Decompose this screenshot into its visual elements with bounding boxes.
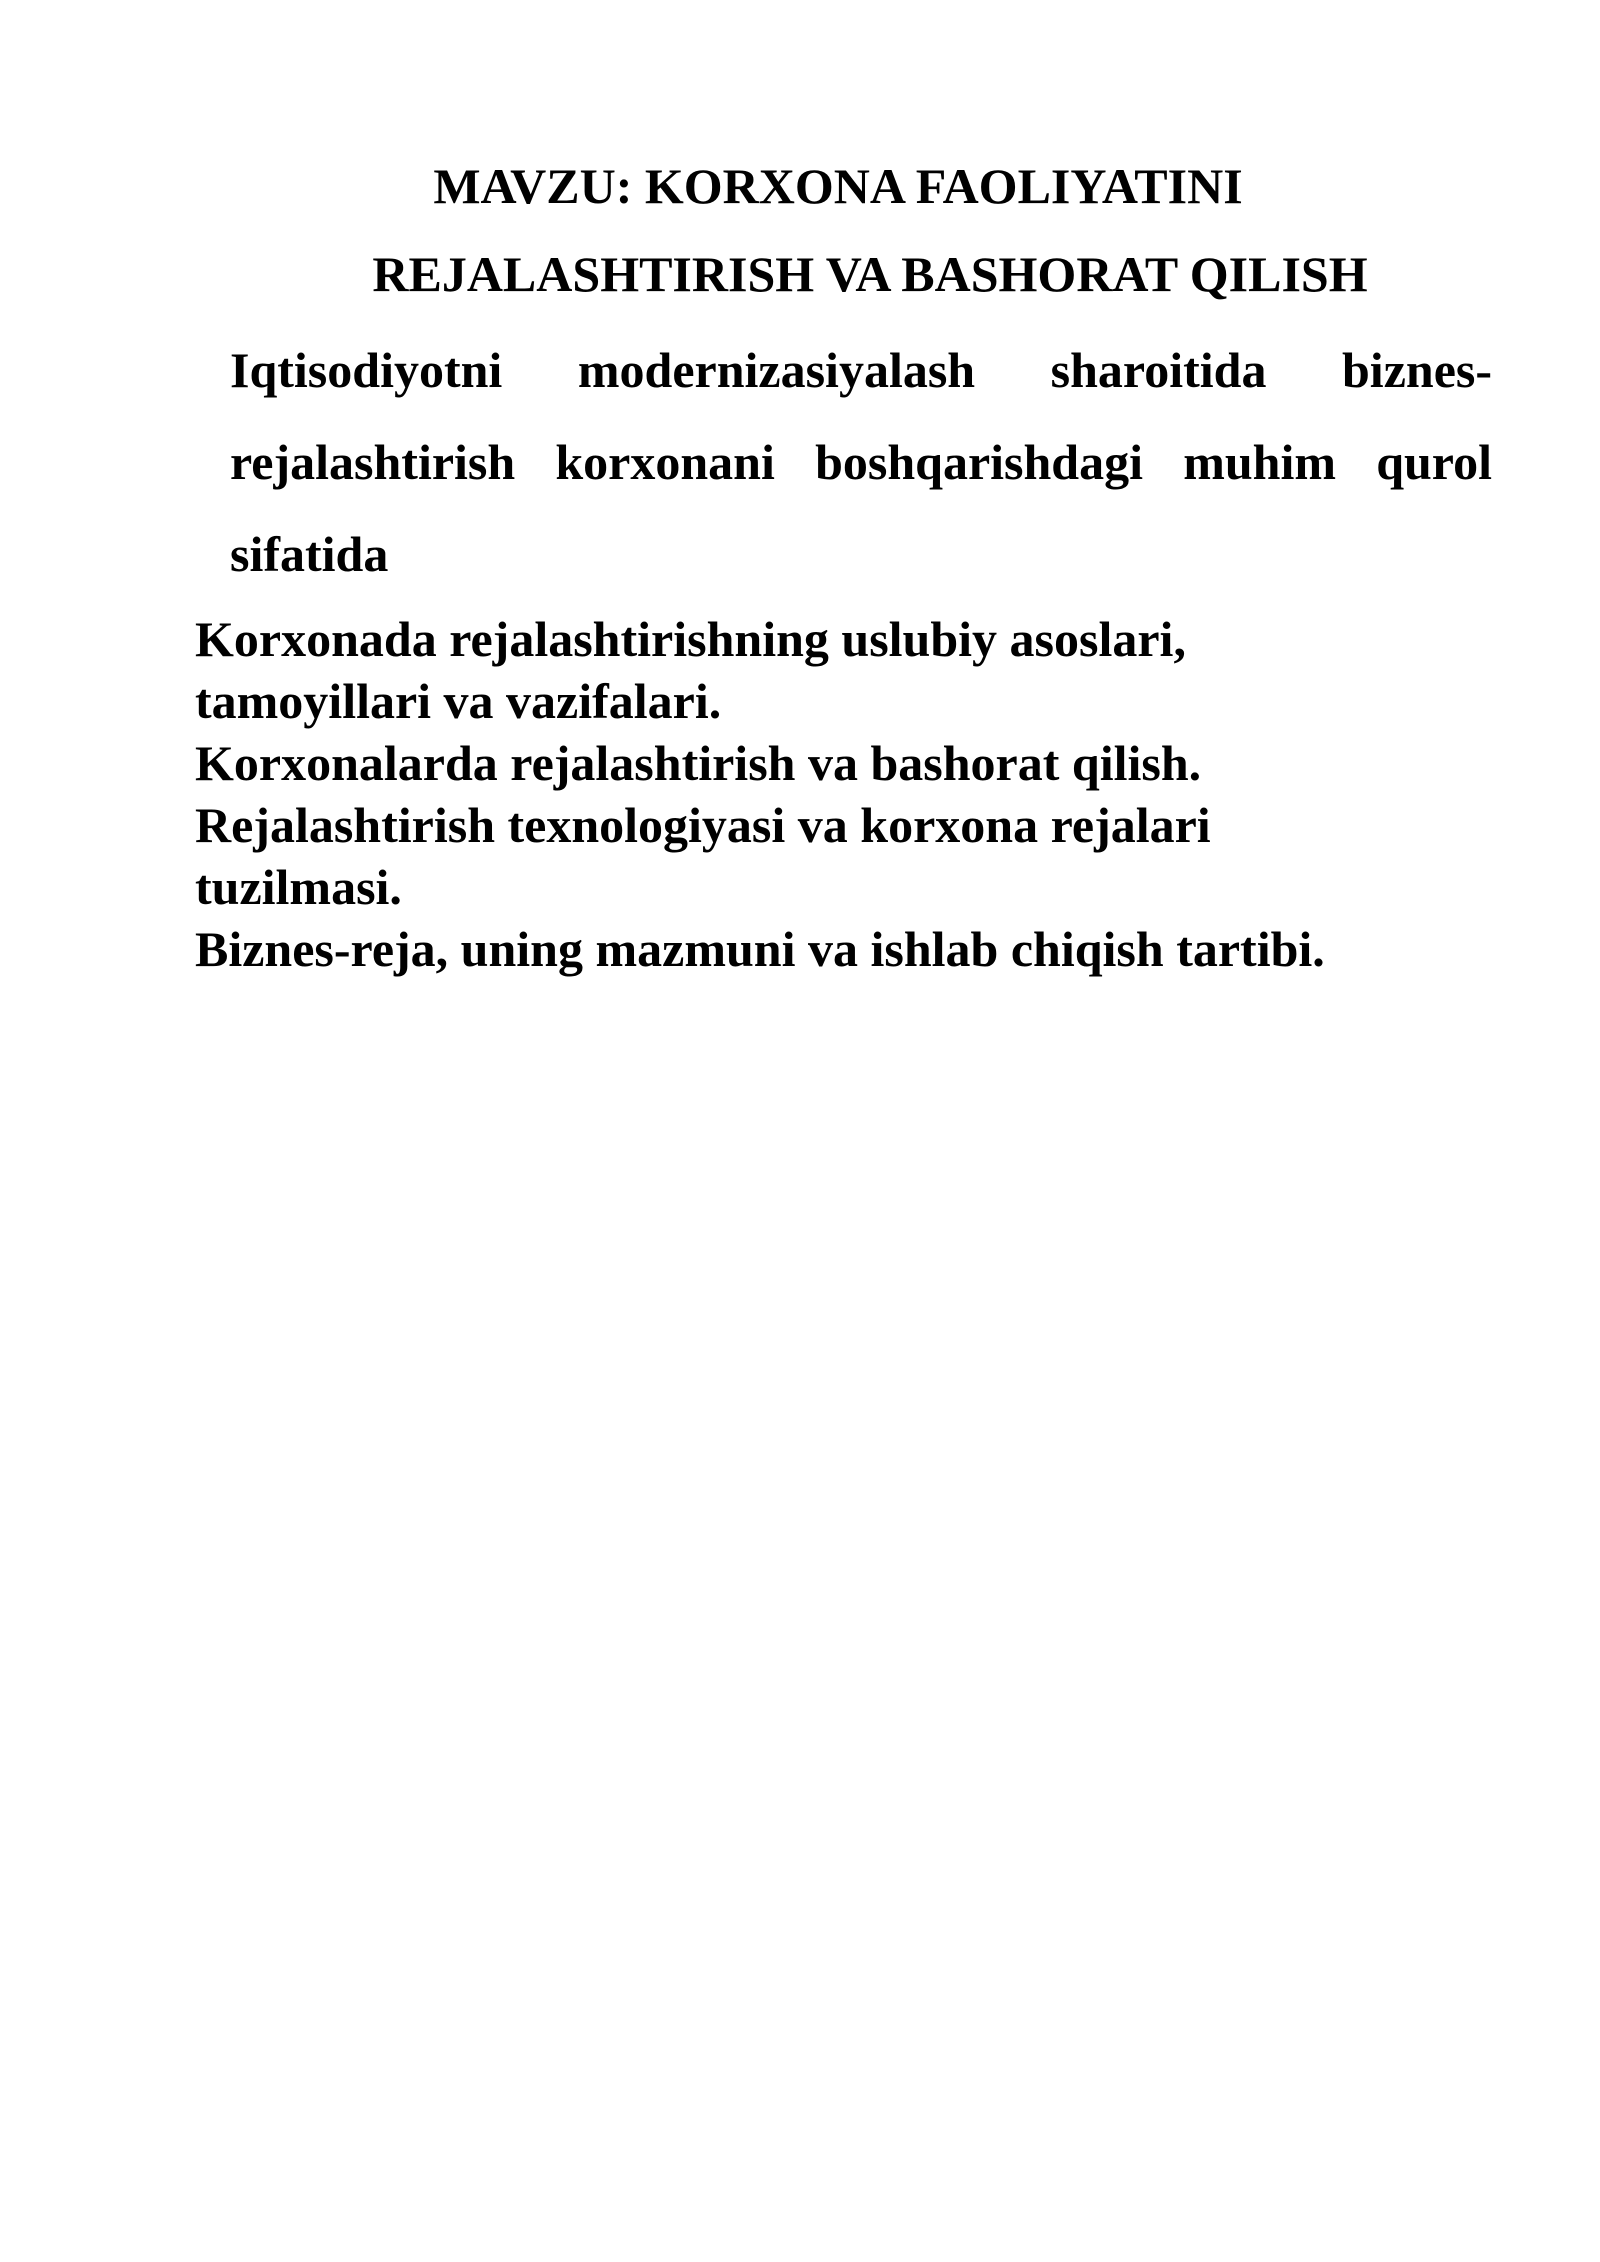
subtitle-paragraph	[230, 324, 1492, 600]
topic-line-5: tuzilmasi.	[195, 859, 402, 915]
topics-list	[195, 608, 1515, 980]
topic-line-4: Rejalashtirish texnologiyasi va korxona rejalari	[195, 797, 1211, 853]
topic-line-3: Korxonalarda rejalashtirish va bashorat qilish.	[195, 735, 1202, 791]
subtitle-line-3: sifatida	[230, 526, 389, 582]
topic-line-2: tamoyillari va vazifalari.	[195, 673, 722, 729]
topic-line-6: Biznes-reja, uning mazmuni va ishlab chiqish tartibi.	[195, 921, 1325, 977]
topic-line-1: Korxonada rejalashtirishning uslubiy asoslari,	[195, 611, 1186, 667]
title-line-1: MAVZU: KORXONA FAOLIYATINI	[433, 158, 1243, 214]
subtitle-line-1: Iqtisodiyotni modernizasiyalash sharoitida biznes-	[230, 342, 1492, 398]
title-line-2: REJALASHTIRISH VA BASHORAT QILISH	[372, 246, 1368, 302]
subtitle-line-2: rejalashtirish korxonani boshqarishdagi muhim qurol	[230, 434, 1492, 490]
